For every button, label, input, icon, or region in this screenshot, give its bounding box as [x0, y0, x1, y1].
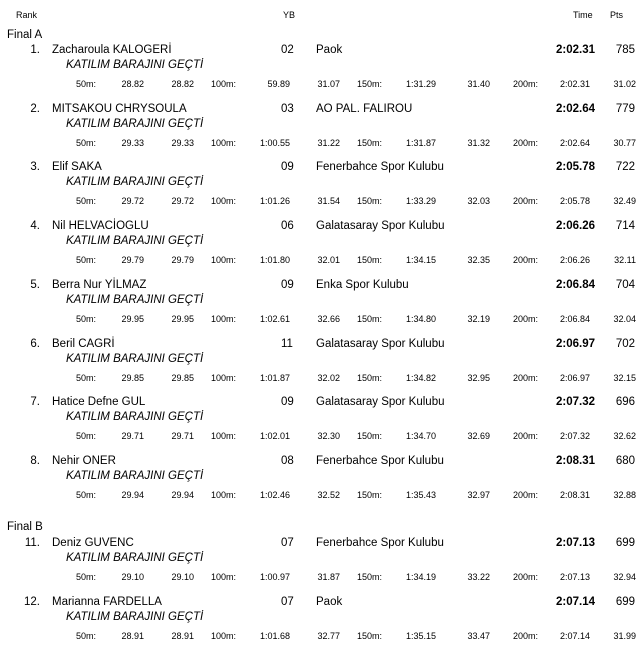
split-label: 50m: [75, 196, 96, 207]
final-time: 2:06.26 [555, 220, 595, 233]
final-time: 2:05.78 [555, 161, 595, 174]
split-value: 32.62 [613, 431, 636, 442]
rank-number: 4. [30, 220, 40, 233]
split-value: 32.52 [317, 489, 340, 500]
qualification-note: KATILIM BARAJINI GEÇTİ [66, 117, 204, 130]
swimmer-name: Nil HELVACİOGLU [52, 220, 149, 233]
birth-year: 09 [281, 161, 294, 174]
split-value: 29.71 [171, 431, 194, 442]
rank-header: Rank [16, 10, 38, 20]
qualification-note: KATILIM BARAJINI GEÇTİ [66, 469, 204, 482]
split-label: 100m: [210, 431, 236, 442]
split-label: 100m: [210, 196, 236, 207]
club-name: Fenerbahce Spor Kulubu [316, 161, 444, 174]
swimmer-name: Elif SAKA [52, 161, 102, 174]
split-value: 2:02.31 [559, 79, 590, 89]
split-value: 32.04 [613, 313, 636, 324]
points: 722 [615, 161, 635, 174]
swimmer-name: Deniz GUVENC [52, 537, 134, 549]
split-label: 50m: [75, 572, 96, 582]
swimmer-name: Zacharoula KALOGERİ [52, 44, 172, 56]
split-label: 50m: [75, 79, 96, 89]
birth-year: 06 [281, 220, 294, 233]
final-time: 2:07.32 [555, 396, 595, 409]
split-label: 150m: [356, 255, 382, 266]
split-value: 29.94 [121, 489, 144, 500]
final-time: 2:08.31 [555, 454, 595, 467]
split-value: 28.82 [171, 79, 194, 89]
split-value: 29.79 [121, 255, 144, 266]
qualification-note: KATILIM BARAJINI GEÇTİ [66, 176, 204, 189]
split-value: 29.95 [171, 313, 194, 324]
split-label: 150m: [356, 572, 382, 582]
split-value: 32.49 [613, 196, 636, 207]
split-value: 2:06.26 [559, 255, 590, 266]
split-value: 1:02.01 [259, 431, 290, 442]
final-time: 2:06.97 [555, 337, 595, 350]
split-value: 31.07 [317, 79, 340, 89]
split-label: 50m: [75, 431, 96, 442]
qualification-note: KATILIM BARAJINI GEÇTİ [66, 59, 204, 71]
split-value: 1:00.97 [259, 572, 290, 582]
split-value: 32.03 [467, 196, 490, 207]
club-name: Fenerbahce Spor Kulubu [316, 537, 444, 549]
split-label: 200m: [512, 196, 538, 207]
club-name: Fenerbahce Spor Kulubu [316, 454, 444, 467]
rank-number: 7. [30, 396, 40, 409]
split-value: 29.33 [121, 137, 144, 148]
split-value: 1:34.82 [405, 372, 436, 383]
split-value: 29.72 [171, 196, 194, 207]
split-value: 29.10 [121, 572, 144, 582]
split-value: 2:07.14 [559, 630, 590, 641]
split-value: 1:02.46 [259, 489, 290, 500]
rank-number: 11. [24, 537, 40, 549]
final-time: 2:06.84 [555, 278, 595, 291]
swimmer-name: Hatice Defne GUL [52, 396, 146, 409]
birth-year: 08 [281, 454, 294, 467]
points: 704 [615, 278, 635, 291]
split-label: 150m: [356, 313, 382, 324]
split-label: 200m: [512, 372, 538, 383]
swimmer-name: Nehir ONER [52, 454, 116, 467]
split-value: 29.85 [171, 372, 194, 383]
split-value: 32.97 [467, 489, 490, 500]
split-label: 100m: [210, 137, 236, 148]
split-value: 29.79 [171, 255, 194, 266]
split-value: 31.40 [467, 79, 490, 89]
split-value: 32.19 [467, 313, 490, 324]
swimmer-name: Berra Nur YİLMAZ [52, 278, 147, 291]
split-value: 1:00.55 [259, 137, 290, 148]
split-value: 32.35 [467, 255, 490, 266]
split-value: 2:07.13 [559, 572, 590, 582]
split-label: 150m: [356, 372, 382, 383]
split-label: 200m: [512, 572, 538, 582]
split-label: 200m: [512, 489, 538, 500]
split-label: 50m: [75, 489, 96, 500]
split-value: 1:01.68 [259, 630, 290, 641]
split-label: 50m: [75, 372, 96, 383]
split-value: 32.02 [317, 372, 340, 383]
final-heading: Final B [7, 521, 43, 533]
rank-number: 2. [30, 102, 40, 115]
final-time: 2:02.31 [555, 44, 595, 56]
points: 785 [615, 44, 635, 56]
birth-year: 09 [281, 396, 294, 409]
split-value: 2:06.97 [559, 372, 590, 383]
split-value: 29.95 [121, 313, 144, 324]
club-name: Enka Spor Kulubu [316, 278, 409, 291]
split-value: 32.30 [317, 431, 340, 442]
split-value: 29.71 [121, 431, 144, 442]
split-value: 2:06.84 [559, 313, 590, 324]
final-time: 2:07.14 [555, 595, 595, 608]
pts-header: Pts [610, 10, 624, 20]
points: 680 [615, 454, 635, 467]
points: 779 [615, 102, 635, 115]
split-value: 1:01.80 [259, 255, 290, 266]
split-value: 32.69 [467, 431, 490, 442]
birth-year: 03 [281, 102, 294, 115]
final-heading: Final A [7, 29, 43, 41]
split-label: 150m: [356, 137, 382, 148]
split-label: 100m: [210, 489, 236, 500]
qualification-note: KATILIM BARAJINI GEÇTİ [66, 235, 204, 248]
split-value: 31.22 [317, 137, 340, 148]
rank-number: 6. [30, 337, 40, 350]
qualification-note: KATILIM BARAJINI GEÇTİ [66, 610, 204, 623]
split-value: 32.11 [614, 255, 636, 266]
split-value: 29.33 [171, 137, 194, 148]
split-value: 32.88 [613, 489, 636, 500]
split-value: 30.77 [613, 137, 636, 148]
rank-number: 3. [30, 161, 40, 174]
club-name: Paok [316, 44, 343, 56]
split-value: 33.47 [467, 630, 490, 641]
birth-year: 11 [281, 337, 293, 350]
split-value: 32.01 [317, 255, 340, 266]
split-value: 1:33.29 [405, 196, 436, 207]
rank-number: 5. [30, 278, 40, 291]
club-name: AO PAL. FALIROU [316, 102, 413, 115]
split-label: 200m: [512, 79, 538, 89]
swimmer-name: MITSAKOU CHRYSOULA [52, 102, 187, 115]
split-value: 1:34.15 [405, 255, 436, 266]
split-label: 200m: [512, 137, 538, 148]
split-label: 150m: [356, 196, 382, 207]
points: 696 [615, 396, 635, 409]
split-label: 50m: [75, 255, 96, 266]
club-name: Galatasaray Spor Kulubu [316, 337, 445, 350]
split-value: 1:34.19 [405, 572, 436, 582]
split-value: 2:02.64 [559, 137, 590, 148]
split-label: 100m: [210, 255, 236, 266]
split-label: 100m: [210, 630, 236, 641]
qualification-note: KATILIM BARAJINI GEÇTİ [66, 293, 204, 306]
birth-year: 07 [281, 595, 294, 608]
split-label: 100m: [210, 79, 236, 89]
birth-year: 07 [281, 537, 294, 549]
split-value: 29.10 [171, 572, 194, 582]
split-label: 50m: [75, 137, 96, 148]
qualification-note: KATILIM BARAJINI GEÇTİ [66, 352, 204, 365]
swimmer-name: Beril CAGRİ [52, 337, 115, 350]
split-value: 31.02 [613, 79, 636, 89]
points: 714 [615, 220, 635, 233]
split-label: 150m: [356, 431, 382, 442]
yb-header: YB [283, 10, 296, 20]
split-value: 28.91 [171, 630, 194, 641]
split-value: 31.54 [317, 196, 340, 207]
split-label: 150m: [356, 630, 382, 641]
split-label: 50m: [75, 313, 96, 324]
points: 699 [615, 537, 635, 549]
split-label: 200m: [512, 313, 538, 324]
split-label: 150m: [356, 489, 382, 500]
split-value: 31.32 [467, 137, 490, 148]
birth-year: 09 [281, 278, 294, 291]
split-value: 1:31.87 [405, 137, 436, 148]
split-value: 2:07.32 [559, 431, 590, 442]
split-value: 29.72 [121, 196, 144, 207]
points: 699 [615, 595, 635, 608]
split-value: 28.82 [121, 79, 144, 89]
club-name: Galatasaray Spor Kulubu [316, 220, 445, 233]
split-label: 200m: [512, 431, 538, 442]
split-value: 32.77 [317, 630, 340, 641]
split-value: 32.15 [613, 372, 636, 383]
final-time: 2:07.13 [555, 537, 595, 549]
split-label: 50m: [75, 630, 96, 641]
rank-number: 8. [30, 454, 40, 467]
split-value: 32.95 [467, 372, 490, 383]
split-label: 100m: [210, 313, 236, 324]
split-value: 1:34.70 [405, 431, 436, 442]
split-value: 2:05.78 [559, 196, 590, 207]
split-label: 100m: [210, 572, 236, 582]
split-value: 2:08.31 [559, 489, 590, 500]
split-label: 200m: [512, 255, 538, 266]
split-value: 31.87 [317, 572, 340, 582]
rank-number: 1. [30, 44, 40, 56]
qualification-note: KATILIM BARAJINI GEÇTİ [66, 552, 204, 564]
split-value: 29.94 [171, 489, 194, 500]
club-name: Galatasaray Spor Kulubu [316, 396, 445, 409]
split-value: 1:02.61 [259, 313, 290, 324]
split-value: 1:35.43 [405, 489, 436, 500]
split-value: 29.85 [121, 372, 144, 383]
split-value: 59.89 [267, 79, 290, 89]
split-value: 1:31.29 [405, 79, 436, 89]
split-label: 200m: [512, 630, 538, 641]
split-value: 1:35.15 [405, 630, 436, 641]
split-label: 100m: [210, 372, 236, 383]
time-header: Time [573, 10, 593, 20]
split-value: 32.94 [613, 572, 636, 582]
split-label: 150m: [356, 79, 382, 89]
points: 702 [615, 337, 635, 350]
split-value: 28.91 [121, 630, 144, 641]
split-value: 31.99 [613, 630, 636, 641]
split-value: 32.66 [317, 313, 340, 324]
split-value: 1:01.26 [259, 196, 290, 207]
swimmer-name: Marianna FARDELLA [52, 595, 162, 608]
club-name: Paok [316, 595, 343, 608]
qualification-note: KATILIM BARAJINI GEÇTİ [66, 411, 204, 424]
birth-year: 02 [281, 44, 294, 56]
split-value: 1:01.87 [259, 372, 290, 383]
rank-number: 12. [24, 595, 40, 608]
split-value: 1:34.80 [405, 313, 436, 324]
final-time: 2:02.64 [555, 102, 595, 115]
split-value: 33.22 [467, 572, 490, 582]
